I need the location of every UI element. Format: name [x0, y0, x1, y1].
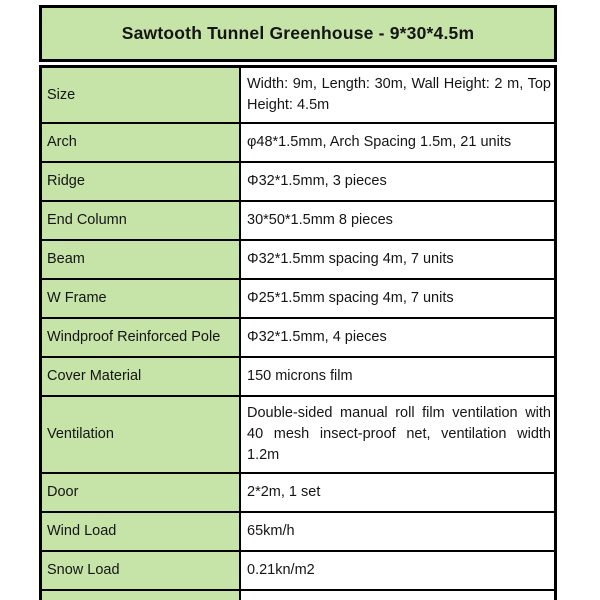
spec-label-cell: Wind Load [41, 512, 241, 551]
spec-label-cell: Windproof Reinforced Pole [41, 318, 241, 357]
spec-value-cell: Double-sided manual roll film ventilation with 40 mesh insect-proof net, ventilation width 1.2m [240, 396, 556, 473]
spec-value-cell: φ48*1.5mm, Arch Spacing 1.5m, 21 units [240, 123, 556, 162]
spec-body-table [39, 65, 557, 600]
spec-label-cell: Ventilation [41, 396, 241, 473]
spec-label-cell: Cover Material [41, 357, 241, 396]
spec-label-cell: W Frame [41, 279, 241, 318]
spec-value-cell [240, 590, 556, 600]
spec-value-cell: Φ25*1.5mm spacing 4m, 7 units [240, 279, 556, 318]
spec-value-cell: 65km/h [240, 512, 556, 551]
table-row [41, 318, 556, 357]
table-row [41, 473, 556, 512]
spec-value-cell: 0.21kn/m2 [240, 551, 556, 590]
spec-label-cell: Arch [41, 123, 241, 162]
table-row [41, 201, 556, 240]
spec-label-cell [41, 590, 241, 600]
spec-value-cell: Φ32*1.5mm, 4 pieces [240, 318, 556, 357]
table-row [41, 67, 556, 124]
table-row [41, 357, 556, 396]
table-row [41, 512, 556, 551]
spec-label-cell: Ridge [41, 162, 241, 201]
table-row [41, 162, 556, 201]
spec-value-cell: 2*2m, 1 set [240, 473, 556, 512]
spec-value-cell: 30*50*1.5mm 8 pieces [240, 201, 556, 240]
spec-value-cell: Φ32*1.5mm spacing 4m, 7 units [240, 240, 556, 279]
spec-label-cell: Size [41, 67, 241, 124]
spec-label-cell: Snow Load [41, 551, 241, 590]
spec-label-cell: End Column [41, 201, 241, 240]
table-row [41, 396, 556, 473]
table-row [41, 279, 556, 318]
spec-label-cell: Beam [41, 240, 241, 279]
spec-value-cell: Φ32*1.5mm, 3 pieces [240, 162, 556, 201]
table-row-cutoff [41, 590, 556, 600]
greenhouse-spec-table [39, 5, 557, 600]
table-row [41, 240, 556, 279]
table-title: Sawtooth Tunnel Greenhouse - 9*30*4.5m [39, 5, 557, 62]
table-row [41, 551, 556, 590]
spec-label-cell: Door [41, 473, 241, 512]
table-row [41, 123, 556, 162]
spec-value-cell: 150 microns film [240, 357, 556, 396]
spec-value-cell: Width: 9m, Length: 30m, Wall Height: 2 m, Top Height: 4.5m [240, 67, 556, 124]
